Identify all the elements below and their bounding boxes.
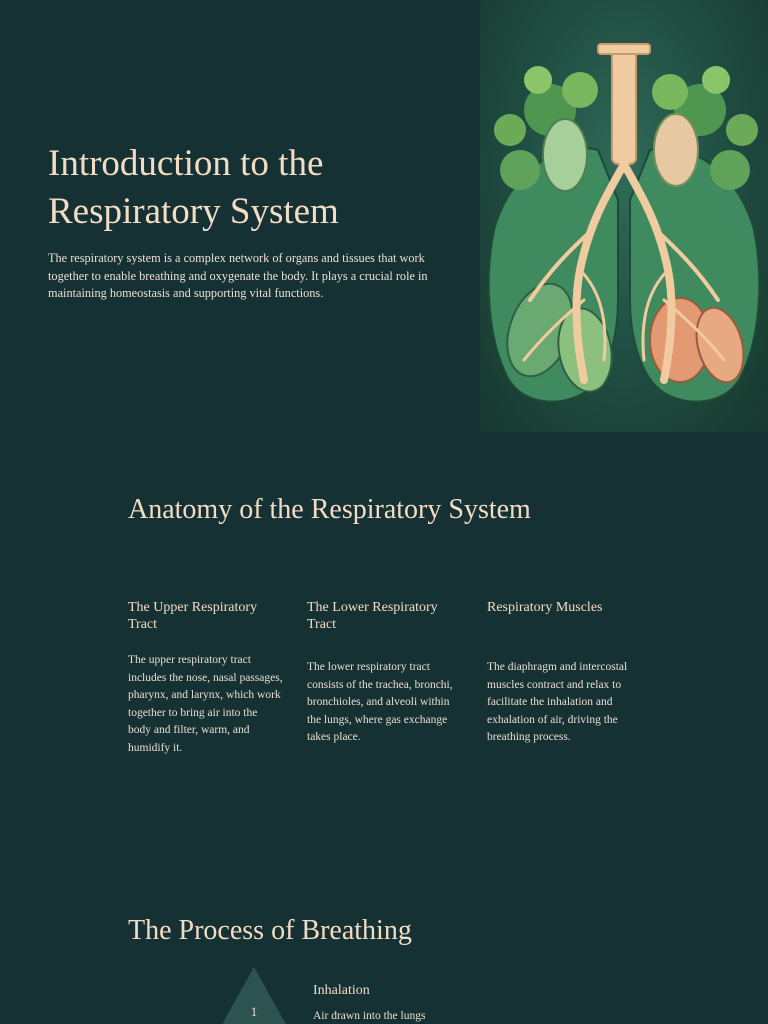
anatomy-section-title: Anatomy of the Respiratory System (128, 494, 531, 525)
breathing-section-title: The Process of Breathing (128, 915, 412, 946)
lower-tract-card (307, 599, 462, 743)
hero-description: The respiratory system is a complex network of organs and tissues that work together to enable breathing and oxygenate the body. It plays a crucial role in maintaining homeostasis and supporting vital functions. (48, 251, 428, 300)
inhalation-step-title: Inhalation (313, 983, 370, 998)
upper-tract-card (128, 599, 283, 754)
lower-tract-heading: The Lower Respiratory Tract (307, 600, 438, 632)
lower-tract-text: The lower respiratory tract consists of the trachea, bronchi, bronchioles, and alveoli within the lungs, where gas exchange takes place. (307, 661, 453, 743)
respiratory-muscles-text: The diaphragm and intercostal muscles contract and relax to facilitate the inhalation and exhalation of air, driving the breathing process. (487, 661, 628, 743)
respiratory-muscles-heading: Respiratory Muscles (487, 600, 603, 615)
lungs-illustration (480, 0, 768, 432)
step-number: 1 (250, 1004, 258, 1019)
inhalation-step-text: Air drawn into the lungs (313, 1010, 426, 1022)
hero-title: Introduction to the Respiratory System (48, 143, 339, 232)
upper-tract-text: The upper respiratory tract includes the nose, nasal passages, pharynx, and larynx, which work together to bring air into the body and filter, warm, and humidify it. (128, 654, 283, 754)
upper-tract-heading: The Upper Respiratory Tract (128, 600, 258, 632)
respiratory-muscles-card (487, 599, 642, 743)
